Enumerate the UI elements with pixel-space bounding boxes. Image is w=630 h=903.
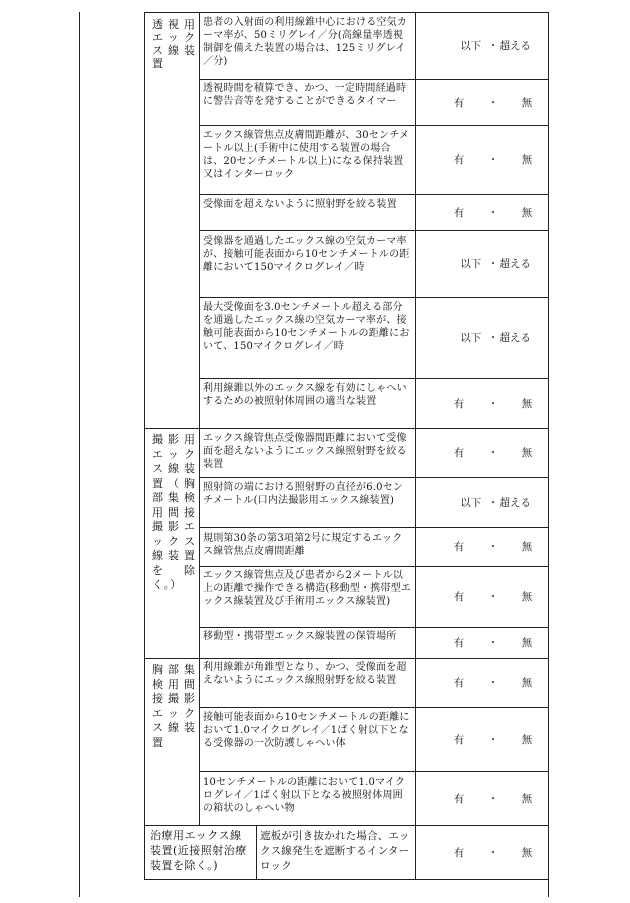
separator: ・ (487, 591, 499, 603)
separator: ・ (487, 792, 499, 805)
status-cell (418, 378, 568, 428)
status-cell (418, 566, 568, 627)
status-cell (418, 125, 568, 194)
status-option: 以下 (460, 258, 482, 270)
requirement-text: 接触可能表面から10センチメートルの距離において1.0マイクログレイ／1ばく射以下となる受像器の一次防護しゃへい体 (203, 712, 410, 749)
status-option: 以下 (460, 40, 482, 52)
status-option: 有 (453, 541, 465, 553)
status-option: 以下 (460, 332, 482, 344)
status-option: 超える (499, 332, 531, 344)
requirement-text: エックス線管焦点及び患者から2メートル以上の距離で操作できる構造(移動型・携帯型エックス線装置及び手術用エックス線装置) (203, 570, 412, 607)
requirement-text: 遮板が引き抜かれた場合、エックス線発生を遮断するインターロック (260, 830, 410, 872)
requirement-text: 利用線錐が角錐型となり、かつ、受像面を超えないようにエックス線照射野を絞る装置 (203, 662, 407, 686)
status-option: 有 (453, 637, 465, 649)
status-option: 有 (453, 397, 465, 410)
status-option: 有 (453, 447, 465, 459)
status-cell (418, 771, 568, 825)
status-option: 無 (521, 677, 533, 689)
status-option: 超える (499, 40, 531, 52)
status-option: 有 (453, 154, 465, 166)
status-cell (418, 627, 568, 658)
requirement-text: 移動型・携帯型エックス線装置の保管場所 (203, 631, 397, 642)
requirement-text: 照射筒の端における照射野の直径が6.0センチメートル(口内法撮影用エックス線装置) (203, 482, 404, 506)
separator: ・ (487, 846, 499, 859)
status-option: 超える (499, 496, 531, 509)
requirement-text: エックス線管焦点受像器間距離において受像面を超えないようにエックス線照射野を絞る装置 (203, 433, 407, 470)
separator: ・ (487, 206, 499, 219)
status-cell (418, 428, 568, 477)
separator: ・ (487, 541, 499, 553)
separator: ・ (487, 496, 499, 509)
status-option: 無 (521, 154, 533, 166)
status-cell (418, 297, 568, 378)
table-divider (415, 12, 416, 879)
category-label: 撮影用エックス線装置（胸部集検用間接撮影エックス線装置を除く。） (152, 433, 196, 591)
status-option: 有 (453, 792, 465, 805)
separator: ・ (487, 637, 499, 649)
status-cell (418, 527, 568, 566)
separator: ・ (487, 96, 499, 109)
separator: ・ (487, 258, 499, 270)
requirement-text: 最大受像面を3.0センチメートル超える部分を通過したエックス線の空気カーマ率が、接触可能表面から10センチメートルの距離において、150マイクログレイ／時 (203, 302, 410, 352)
status-option: 無 (521, 591, 533, 603)
status-cell (418, 707, 568, 771)
status-option: 有 (453, 96, 465, 109)
requirement-text: 規則第30条の第3項第2号に規定するエックス線管焦点皮膚間距離 (203, 533, 403, 557)
status-option: 有 (453, 733, 465, 746)
status-option: 無 (521, 96, 533, 109)
requirement-text: 利用線錐以外のエックス線を有効にしゃへいするための被照射体周囲の適当な装置 (203, 383, 407, 407)
status-cell (418, 230, 568, 297)
separator: ・ (487, 733, 499, 746)
requirement-text: 受像面を超えないように照射野を絞る装置 (203, 199, 397, 210)
separator: ・ (487, 397, 499, 410)
category-label: 胸部集検用間接撮影エックス線装置 (152, 663, 196, 749)
category-label: 透視用エックス線装置 (152, 18, 196, 70)
separator: ・ (487, 447, 499, 459)
status-option: 無 (521, 206, 533, 219)
status-option: 無 (521, 733, 533, 746)
status-option: 無 (521, 846, 533, 859)
status-cell (418, 477, 568, 527)
status-option: 有 (453, 677, 465, 689)
status-option: 有 (453, 846, 465, 859)
status-option: 無 (521, 397, 533, 410)
table-divider (199, 12, 200, 825)
requirement-text: 透視時間を積算でき、かつ、一定時間経過時に警告音等を発することができるタイマー (203, 83, 407, 107)
separator: ・ (487, 332, 499, 344)
status-option: 無 (521, 541, 533, 553)
requirement-text: 10センチメートルの距離において1.0マイクログレイ／1ばく射以下となる被照射体周囲の箱状のしゃへい物 (203, 777, 406, 814)
status-cell (418, 194, 568, 230)
status-cell (418, 12, 568, 79)
status-option: 無 (521, 637, 533, 649)
status-option: 有 (453, 206, 465, 219)
status-cell (418, 658, 568, 707)
status-option: 以下 (460, 496, 482, 509)
status-option: 無 (521, 447, 533, 459)
status-option: 超える (499, 258, 531, 270)
requirement-text: エックス線管焦点皮膚間距離が、30センチメートル以上(手術中に使用する装置の場合は、20センチメートル以上)になる保持装置又はインターロック (203, 130, 410, 180)
table-divider (256, 825, 257, 879)
table-rule (144, 879, 549, 880)
status-cell (418, 825, 568, 879)
separator: ・ (487, 40, 499, 52)
status-option: 無 (521, 792, 533, 805)
table-left-border (79, 12, 80, 897)
status-cell (418, 79, 568, 125)
requirement-text: 受像器を通過したエックス線の空気カーマ率が、接触可能表面から10センチメートルの距離において150マイクログレイ／時 (203, 236, 410, 273)
category-label: 治療用エックス線装置(近接照射治療装置を除く。) (150, 829, 247, 872)
status-option: 有 (453, 591, 465, 603)
requirement-text: 患者の入射面の利用線錐中心における空気カーマ率が、50ミリグレイ／分(高線量率透視制御を備えた装置の場合は、125ミリグレイ／分) (203, 17, 407, 67)
separator: ・ (487, 154, 499, 166)
table-divider (144, 825, 145, 879)
table-divider (144, 12, 145, 825)
separator: ・ (487, 677, 499, 689)
